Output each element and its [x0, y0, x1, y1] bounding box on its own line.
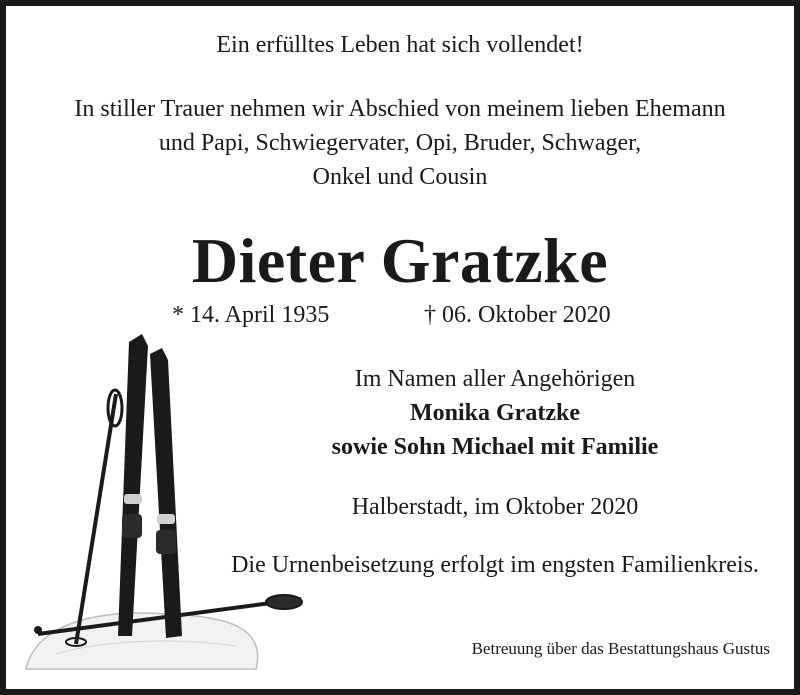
burial-note: Die Urnenbeisetzung erfolgt im engsten Familienkreis. [231, 552, 759, 578]
funeral-home-credit: Betreuung über das Bestattungshaus Gustus [471, 639, 770, 658]
mourning-message-line: Onkel und Cousin [312, 164, 488, 190]
signature-family: sowie Sohn Michael mit Familie [331, 434, 659, 460]
signature-block [196, 362, 794, 464]
deceased-name: Dieter Gratzke [191, 225, 609, 296]
intro-text: Ein erfülltes Leben hat sich vollendet! [216, 32, 584, 58]
place-and-date: Halberstadt, im Oktober 2020 [351, 494, 639, 520]
mourning-message-line: In stiller Trauer nehmen wir Abschied von meinem lieben Ehemann [74, 96, 726, 122]
death-date: † 06. Oktober 2020 [424, 302, 611, 328]
signature-name: Monika Gratzke [410, 400, 580, 426]
signature-lead: Im Namen aller Angehörigen [354, 366, 636, 392]
mourning-message-line: und Papi, Schwiegervater, Opi, Bruder, Schwager, [158, 130, 642, 156]
mourning-message [6, 92, 794, 194]
birth-date: * 14. April 1935 [172, 302, 330, 328]
